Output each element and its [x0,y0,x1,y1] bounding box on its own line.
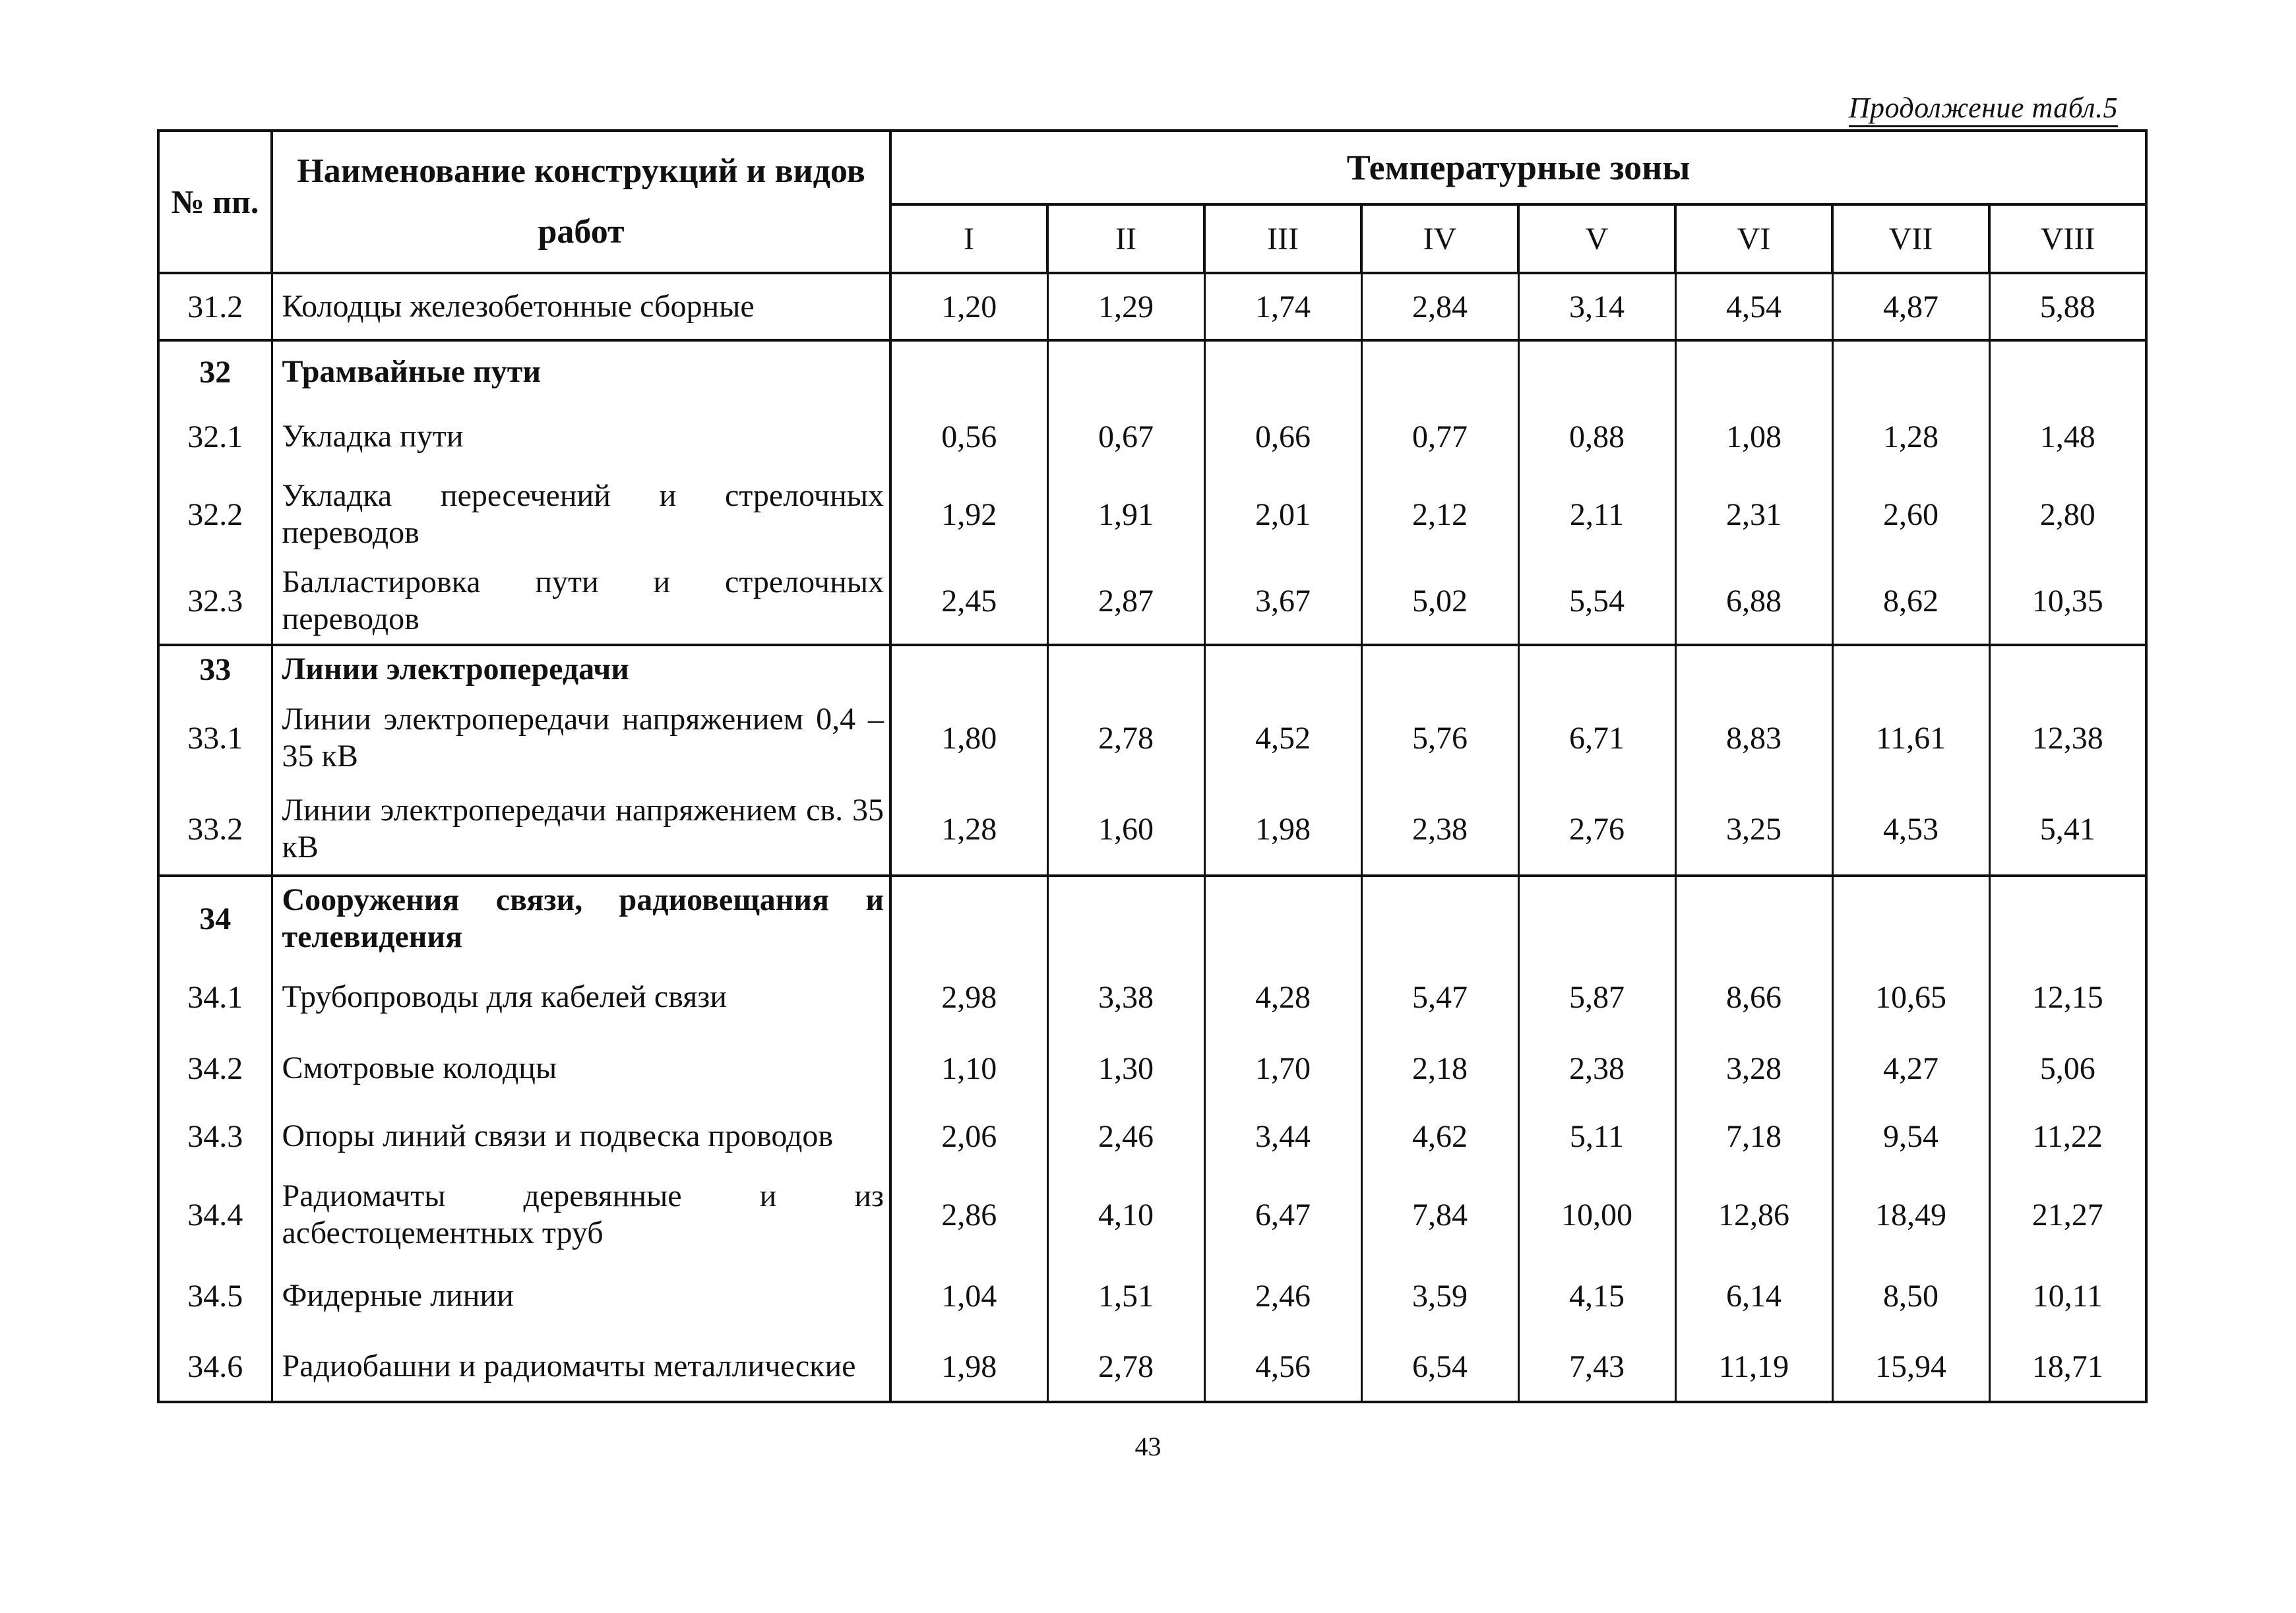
zone-value-cell: 12,86 [1675,1170,1832,1260]
zone-value-cell: 6,47 [1204,1170,1361,1260]
zone-value-cell: 3,38 [1047,960,1204,1034]
zone-value-cell: 4,56 [1204,1332,1361,1402]
section-row [158,645,2146,692]
zone-value-cell: 4,10 [1047,1170,1204,1260]
zone-value-cell: 1,28 [1832,402,1989,471]
zone-value-cell [1675,645,1832,692]
zone-value-cell: 1,48 [1989,402,2146,471]
row-name: Сооружения связи, радиовещания и телевидения [272,876,890,960]
zone-value-cell: 6,14 [1675,1260,1832,1332]
table-row [158,783,2146,876]
zone-value-cell: 2,46 [1204,1260,1361,1332]
zone-value-cell [1518,876,1675,960]
row-name: Радиомачты деревянные и из асбестоцементных труб [272,1170,890,1260]
zone-value-cell [1675,340,1832,402]
table-row [158,1260,2146,1332]
zone-value-cell: 8,50 [1832,1260,1989,1332]
table-row [158,558,2146,645]
row-number: 34 [158,876,272,960]
zone-value-cell: 1,91 [1047,471,1204,558]
zone-value-cell: 3,44 [1204,1103,1361,1170]
zone-value-cell: 2,12 [1361,471,1518,558]
zone-value-cell: 3,59 [1361,1260,1518,1332]
zone-value-cell: 2,76 [1518,783,1675,876]
row-number: 34.3 [158,1103,272,1170]
table-row [158,402,2146,471]
zone-value-cell: 5,87 [1518,960,1675,1034]
zone-value-cell: 5,06 [1989,1034,2146,1103]
row-name: Линии электропередачи напряжением св. 35 кВ [272,783,890,876]
header-zone: VIII [1989,204,2146,273]
zone-value-cell: 3,28 [1675,1034,1832,1103]
table-row [158,1103,2146,1170]
header-zone: II [1047,204,1204,273]
zone-value-cell: 1,70 [1204,1034,1361,1103]
zone-value-cell [890,645,1047,692]
table-row [158,471,2146,558]
zone-value-cell: 9,54 [1832,1103,1989,1170]
zone-value-cell: 4,27 [1832,1034,1989,1103]
zone-value-cell [1989,340,2146,402]
zone-value-cell [1989,876,2146,960]
zone-value-cell: 1,51 [1047,1260,1204,1332]
zone-value-cell: 1,28 [890,783,1047,876]
zone-value-cell: 5,76 [1361,692,1518,783]
zone-value-cell: 2,60 [1832,471,1989,558]
zone-value-cell: 1,20 [890,273,1047,340]
zone-value-cell: 8,62 [1832,558,1989,645]
zone-value-cell: 10,65 [1832,960,1989,1034]
zone-value-cell: 0,56 [890,402,1047,471]
row-number: 32.1 [158,402,272,471]
zone-value-cell: 2,38 [1518,1034,1675,1103]
zone-value-cell: 5,02 [1361,558,1518,645]
row-name: Опоры линий связи и подвеска проводов [272,1103,890,1170]
zone-value-cell: 5,54 [1518,558,1675,645]
row-name: Радиобашни и радиомачты металлические [272,1332,890,1402]
zone-value-cell [1204,876,1361,960]
row-name: Линии электропередачи напряжением 0,4 – 35 кВ [272,692,890,783]
zone-value-cell [1204,340,1361,402]
zone-value-cell: 1,98 [890,1332,1047,1402]
header-temperature-zones: Температурные зоны [890,131,2146,204]
zone-value-cell: 2,11 [1518,471,1675,558]
zone-value-cell: 1,08 [1675,402,1832,471]
zone-value-cell: 2,45 [890,558,1047,645]
table-row [158,273,2146,340]
row-name: Укладка пути [272,402,890,471]
row-name: Трубопроводы для кабелей связи [272,960,890,1034]
zone-value-cell: 1,60 [1047,783,1204,876]
zone-value-cell: 5,47 [1361,960,1518,1034]
zone-value-cell [1832,645,1989,692]
row-number: 34.2 [158,1034,272,1103]
zone-value-cell: 4,52 [1204,692,1361,783]
zone-value-cell: 10,11 [1989,1260,2146,1332]
zone-value-cell: 1,92 [890,471,1047,558]
header-zone: I [890,204,1047,273]
header-zone: VII [1832,204,1989,273]
zone-value-cell [1361,645,1518,692]
row-name: Колодцы железобетонные сборные [272,273,890,340]
zone-value-cell [1047,645,1204,692]
zone-value-cell: 2,87 [1047,558,1204,645]
zone-value-cell: 6,88 [1675,558,1832,645]
table-row [158,960,2146,1034]
zone-value-cell: 1,10 [890,1034,1047,1103]
row-number: 34.1 [158,960,272,1034]
zone-value-cell: 4,53 [1832,783,1989,876]
zone-value-cell: 4,15 [1518,1260,1675,1332]
zone-value-cell: 7,43 [1518,1332,1675,1402]
zone-value-cell [1518,340,1675,402]
zone-value-cell: 11,22 [1989,1103,2146,1170]
zone-value-cell: 18,49 [1832,1170,1989,1260]
zone-value-cell [890,876,1047,960]
zone-value-cell: 2,38 [1361,783,1518,876]
row-name: Фидерные линии [272,1260,890,1332]
zone-value-cell: 2,06 [890,1103,1047,1170]
zone-value-cell: 0,66 [1204,402,1361,471]
zone-value-cell: 1,80 [890,692,1047,783]
row-name: Балластировка пути и стрелочных переводов [272,558,890,645]
zone-value-cell: 21,27 [1989,1170,2146,1260]
zone-value-cell: 2,46 [1047,1103,1204,1170]
zone-value-cell: 8,83 [1675,692,1832,783]
zone-value-cell [890,340,1047,402]
zone-value-cell: 8,66 [1675,960,1832,1034]
zone-value-cell: 2,31 [1675,471,1832,558]
header-name: Наименование конструкций и видов работ [272,131,890,273]
zone-value-cell: 2,78 [1047,1332,1204,1402]
zone-value-cell: 5,88 [1989,273,2146,340]
header-zone: VI [1675,204,1832,273]
zone-value-cell: 1,29 [1047,273,1204,340]
section-row [158,340,2146,402]
zone-value-cell: 7,18 [1675,1103,1832,1170]
zone-value-cell: 5,11 [1518,1103,1675,1170]
zone-value-cell: 5,41 [1989,783,2146,876]
zone-value-cell: 1,04 [890,1260,1047,1332]
page-number: 43 [1134,1432,1162,1461]
zone-value-cell: 2,84 [1361,273,1518,340]
zone-value-cell: 11,61 [1832,692,1989,783]
zone-value-cell: 12,38 [1989,692,2146,783]
row-name: Линии электропередачи [272,645,890,692]
row-number: 33.1 [158,692,272,783]
zone-value-cell [1989,645,2146,692]
zone-value-cell: 3,25 [1675,783,1832,876]
header-zone: V [1518,204,1675,273]
zone-value-cell: 4,62 [1361,1103,1518,1170]
zone-value-cell: 2,18 [1361,1034,1518,1103]
row-name: Смотровые колодцы [272,1034,890,1103]
row-name: Укладка пересечений и стрелочных переводов [272,471,890,558]
zone-value-cell: 0,67 [1047,402,1204,471]
section-row [158,876,2146,960]
zone-value-cell [1518,645,1675,692]
row-number: 31.2 [158,273,272,340]
zone-value-cell [1361,876,1518,960]
zone-value-cell [1047,876,1204,960]
zone-value-cell: 6,71 [1518,692,1675,783]
header-zone: III [1204,204,1361,273]
row-number: 33 [158,645,272,692]
header-zone: IV [1361,204,1518,273]
table-body [158,273,2146,1402]
zone-value-cell [1832,340,1989,402]
zone-value-cell: 18,71 [1989,1332,2146,1402]
zone-value-cell: 12,15 [1989,960,2146,1034]
zone-value-cell: 2,01 [1204,471,1361,558]
zone-value-cell: 11,19 [1675,1332,1832,1402]
table-row [158,692,2146,783]
zone-value-cell: 0,77 [1361,402,1518,471]
zone-value-cell [1047,340,1204,402]
zone-value-cell: 10,00 [1518,1170,1675,1260]
row-number: 33.2 [158,783,272,876]
zone-value-cell: 4,54 [1675,273,1832,340]
row-number: 34.6 [158,1332,272,1402]
zone-value-cell: 7,84 [1361,1170,1518,1260]
row-number: 32.3 [158,558,272,645]
zone-value-cell [1675,876,1832,960]
zone-value-cell [1361,340,1518,402]
table-continuation-caption: Продолжение табл.5 [1849,91,2118,127]
zone-value-cell: 6,54 [1361,1332,1518,1402]
table-row [158,1034,2146,1103]
zone-value-cell: 3,67 [1204,558,1361,645]
zone-value-cell: 4,87 [1832,273,1989,340]
zone-value-cell: 2,98 [890,960,1047,1034]
zone-value-cell [1832,876,1989,960]
zone-value-cell [1204,645,1361,692]
row-number: 32.2 [158,471,272,558]
zone-value-cell: 15,94 [1832,1332,1989,1402]
row-name: Трамвайные пути [272,340,890,402]
row-number: 32 [158,340,272,402]
table-row [158,1170,2146,1260]
table-row [158,1332,2146,1402]
zone-value-cell: 4,28 [1204,960,1361,1034]
zone-value-cell: 2,78 [1047,692,1204,783]
zone-value-cell: 1,98 [1204,783,1361,876]
header-number: № пп. [158,131,272,273]
zone-value-cell: 10,35 [1989,558,2146,645]
row-number: 34.5 [158,1260,272,1332]
row-number: 34.4 [158,1170,272,1260]
zone-value-cell: 1,30 [1047,1034,1204,1103]
temperature-zones-table [157,129,2148,1403]
zone-value-cell: 1,74 [1204,273,1361,340]
zone-value-cell: 2,80 [1989,471,2146,558]
zone-value-cell: 0,88 [1518,402,1675,471]
zone-value-cell: 2,86 [890,1170,1047,1260]
zone-value-cell: 3,14 [1518,273,1675,340]
